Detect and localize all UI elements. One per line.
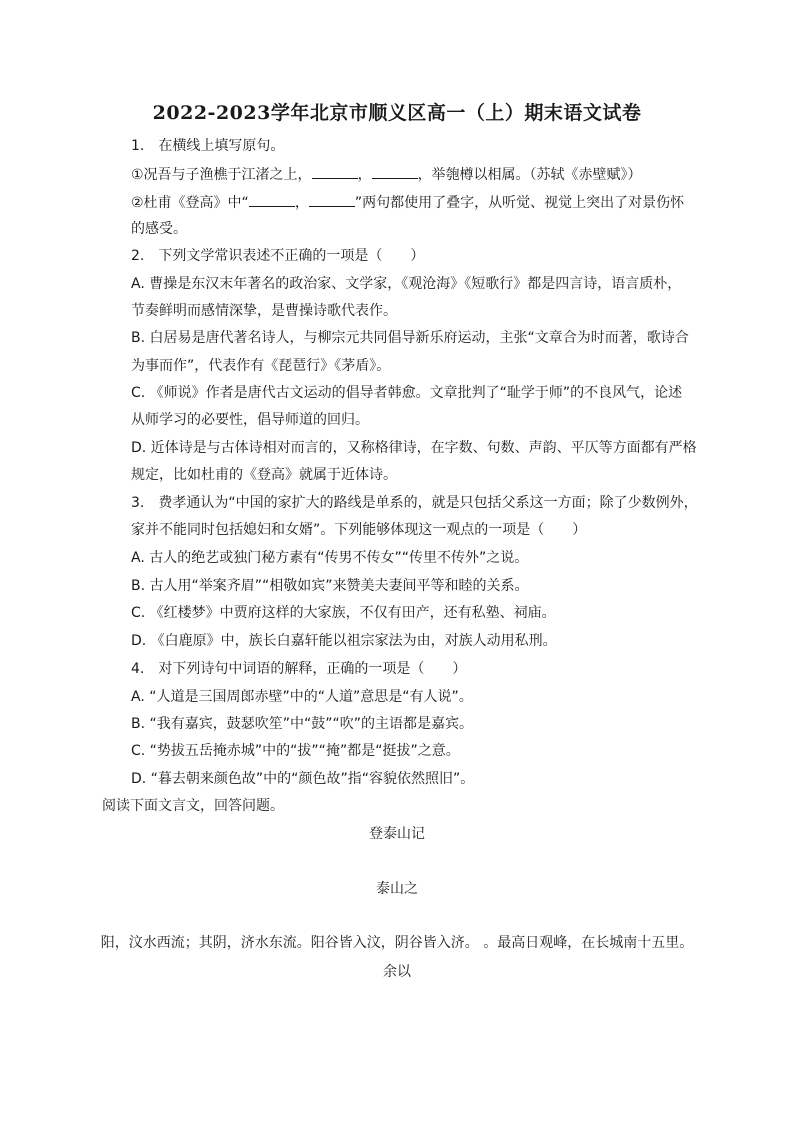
question-4-option-a: A. “人道是三国周郎赤壁”中的“人道”意思是“有人说”。 bbox=[131, 689, 473, 705]
q1-text: ①况吾与子渔樵于江渚之上， bbox=[131, 167, 312, 183]
q1-text: ， bbox=[294, 195, 309, 211]
question-2-option-b-line-2: 为事而作”，代表作有《琵琶行》《茅盾》。 bbox=[131, 358, 391, 374]
answer-blank[interactable] bbox=[312, 164, 358, 179]
question-4-option-b: B. “我有嘉宾，鼓瑟吹笙”中“鼓”“吹”的主语都是嘉宾。 bbox=[131, 716, 474, 732]
q1-text: ， bbox=[357, 167, 372, 183]
question-2-option-d-line-1: D. 近体诗是与古体诗相对而言的，又称格律诗，在字数、句数、声韵、平仄等方面都有严格 bbox=[131, 440, 697, 456]
question-2-option-d-line-2: 规定，比如杜甫的《登高》就属于近体诗。 bbox=[131, 467, 397, 483]
answer-blank[interactable] bbox=[309, 192, 355, 207]
question-4-option-d: D. “暮去朝来颜色故”中的“颜色故”指“容貌依然照旧”。 bbox=[131, 771, 475, 787]
answer-blank[interactable] bbox=[372, 164, 418, 179]
passage-title: 登泰山记 bbox=[369, 826, 425, 842]
question-4-stem: 4. 对下列诗句中词语的解释，正确的一项是（ ） bbox=[131, 661, 467, 677]
question-1-line-2 bbox=[131, 192, 684, 213]
answer-blank[interactable] bbox=[249, 192, 295, 207]
q1-text: ，举匏樽以相属。（苏轼《赤壁赋》） bbox=[417, 167, 642, 183]
question-3-option-c: C. 《红楼梦》中贾府这样的大家族，不仅有田产，还有私塾、祠庙。 bbox=[131, 605, 556, 621]
reading-intro: 阅读下面文言文，回答问题。 bbox=[102, 798, 284, 814]
question-3-option-d: D. 《白鹿原》中，族长白嘉轩能以祖宗家法为由，对族人动用私刑。 bbox=[131, 633, 557, 649]
question-3-option-a: A. 古人的绝艺或独门秘方素有“传男不传女”“传里不传外”之说。 bbox=[131, 550, 529, 566]
q1-text: ②杜甫《登高》中“ bbox=[131, 195, 249, 211]
question-2-option-a-line-1: A. 曹操是东汉末年著名的政治家、文学家，《观沧海》《短歌行》都是四言诗，语言质朴， bbox=[131, 276, 682, 292]
passage-line-2: 阳，汶水西流；其阴，济水东流。阳谷皆入汶，阴谷皆入济。 。最高日观峰，在长城南十五里。 bbox=[100, 935, 694, 951]
question-2-option-c-line-1: C. 《师说》作者是唐代古文运动的倡导者韩愈。文章批判了“耻学于师”的不良风气，论述 bbox=[131, 385, 683, 401]
page-title: 2022-2023学年北京市顺义区高一（上）期末语文试卷 bbox=[152, 102, 642, 124]
question-3-option-b: B. 古人用“举案齐眉”“相敬如宾”来赞美夫妻间平等和睦的关系。 bbox=[131, 578, 529, 594]
question-2-option-c-line-2: 从师学习的必要性，倡导师道的回归。 bbox=[131, 412, 369, 428]
question-2-option-b-line-1: B. 白居易是唐代著名诗人，与柳宗元共同倡导新乐府运动，主张“文章合为时而著，歌诗合 bbox=[131, 330, 689, 346]
question-4-option-c: C. “势拔五岳掩赤城”中的“拔”“掩”都是“挺拔”之意。 bbox=[131, 743, 460, 759]
question-1-stem: 1. 在横线上填写原句。 bbox=[131, 138, 285, 154]
question-3-stem-line-1: 3. 费孝通认为“中国的家扩大的路线是单系的，就是只包括父系这一方面；除了少数例外， bbox=[131, 495, 698, 511]
question-2-stem: 2. 下列文学常识表述不正确的一项是（ ） bbox=[131, 248, 425, 264]
passage-line-1: 泰山之 bbox=[376, 881, 418, 897]
q1-text: ”两句都使用了叠字，从听觉、视觉上突出了对景伤怀 bbox=[354, 195, 685, 211]
question-1-line-3: 的感受。 bbox=[131, 221, 187, 237]
question-1-line-1 bbox=[131, 164, 642, 185]
question-2-option-a-line-2: 节奏鲜明而感情深挚，是曹操诗歌代表作。 bbox=[131, 303, 397, 319]
question-3-stem-line-2: 家并不能同时包括媳妇和女婿”。下列能够体现这一观点的一项是（ ） bbox=[131, 522, 587, 538]
passage-line-3: 余以 bbox=[383, 964, 411, 980]
